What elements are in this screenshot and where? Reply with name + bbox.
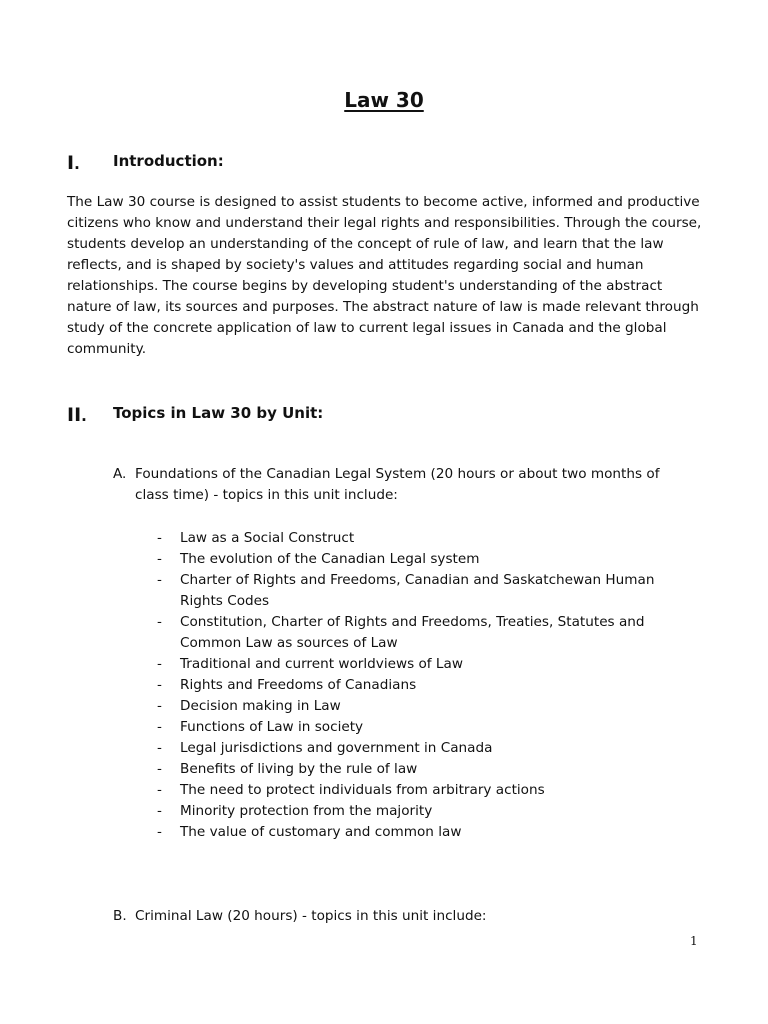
unit-description: Foundations of the Canadian Legal System (20 hours or about two months of class time) - topics in this unit include: [135, 466, 660, 503]
topic-text: Charter of Rights and Freedoms, Canadian and Saskatchewan Human Rights Codes [180, 572, 655, 609]
bullet-dash: - [157, 677, 162, 693]
topic-text: Minority protection from the majority [180, 803, 433, 819]
topic-text: Rights and Freedoms of Canadians [180, 677, 417, 693]
list-item [157, 696, 697, 717]
introduction-paragraph: The Law 30 course is designed to assist students to become active, informed and productive citizens who know and understand their legal rights and responsibilities. Through the course, students develop an understanding of the concept of rule of law, and learn that the law reflects, and is shaped by society's values and attitudes regarding social and human relationships. The course begins by developing student's understanding of the abstract nature of law, its sources and purposes. The abstract nature of law is made relevant through study of the concrete application of law to current legal issues in Canada and the global community. [67, 194, 702, 357]
bullet-dash: - [157, 698, 162, 714]
list-item [157, 759, 697, 780]
unit-letter: A. [113, 466, 127, 482]
bullet-dash: - [157, 761, 162, 777]
list-item [157, 612, 697, 654]
topic-text: Constitution, Charter of Rights and Freedoms, Treaties, Statutes and Common Law as sources of Law [180, 614, 645, 651]
list-item [157, 675, 697, 696]
unit-a-topic-list [157, 528, 697, 843]
list-item [157, 570, 697, 612]
section-title: Topics in Law 30 by Unit: [113, 404, 324, 422]
list-item [157, 717, 697, 738]
bullet-dash: - [157, 803, 162, 819]
bullet-dash: - [157, 572, 162, 588]
bullet-dash: - [157, 782, 162, 798]
unit-description: Criminal Law (20 hours) - topics in this unit include: [135, 908, 487, 924]
topic-text: Benefits of living by the rule of law [180, 761, 418, 777]
unit-letter: B. [113, 908, 127, 924]
section-heading-introduction: I . Introduction: [67, 152, 224, 174]
list-item [157, 654, 697, 675]
bullet-dash: - [157, 656, 162, 672]
bullet-dash: - [157, 719, 162, 735]
topic-text: Functions of Law in society [180, 719, 364, 735]
page-title: Law 30 [344, 88, 424, 112]
bullet-dash: - [157, 740, 162, 756]
list-item [157, 822, 697, 843]
section-numeral: I [67, 152, 75, 174]
topic-text: The evolution of the Canadian Legal system [180, 551, 480, 567]
section-numeral: II [67, 404, 82, 426]
bullet-dash: - [157, 824, 162, 840]
bullet-dash: - [157, 530, 162, 546]
list-item [157, 549, 697, 570]
topic-text: Legal jurisdictions and government in Canada [180, 740, 493, 756]
topic-text: Decision making in Law [180, 698, 341, 714]
topic-text: The need to protect individuals from arbitrary actions [180, 782, 545, 798]
list-item [157, 738, 697, 759]
topic-text: Traditional and current worldviews of Law [180, 656, 463, 672]
list-item [157, 528, 697, 549]
list-item [157, 801, 697, 822]
bullet-dash: - [157, 614, 162, 630]
bullet-dash: - [157, 551, 162, 567]
list-item [157, 780, 697, 801]
topic-text: Law as a Social Construct [180, 530, 355, 546]
section-heading-topics: II . Topics in Law 30 by Unit: [67, 404, 324, 426]
section-title: Introduction: [113, 152, 224, 170]
page-number: 1 [690, 934, 698, 948]
topic-text: The value of customary and common law [180, 824, 462, 840]
